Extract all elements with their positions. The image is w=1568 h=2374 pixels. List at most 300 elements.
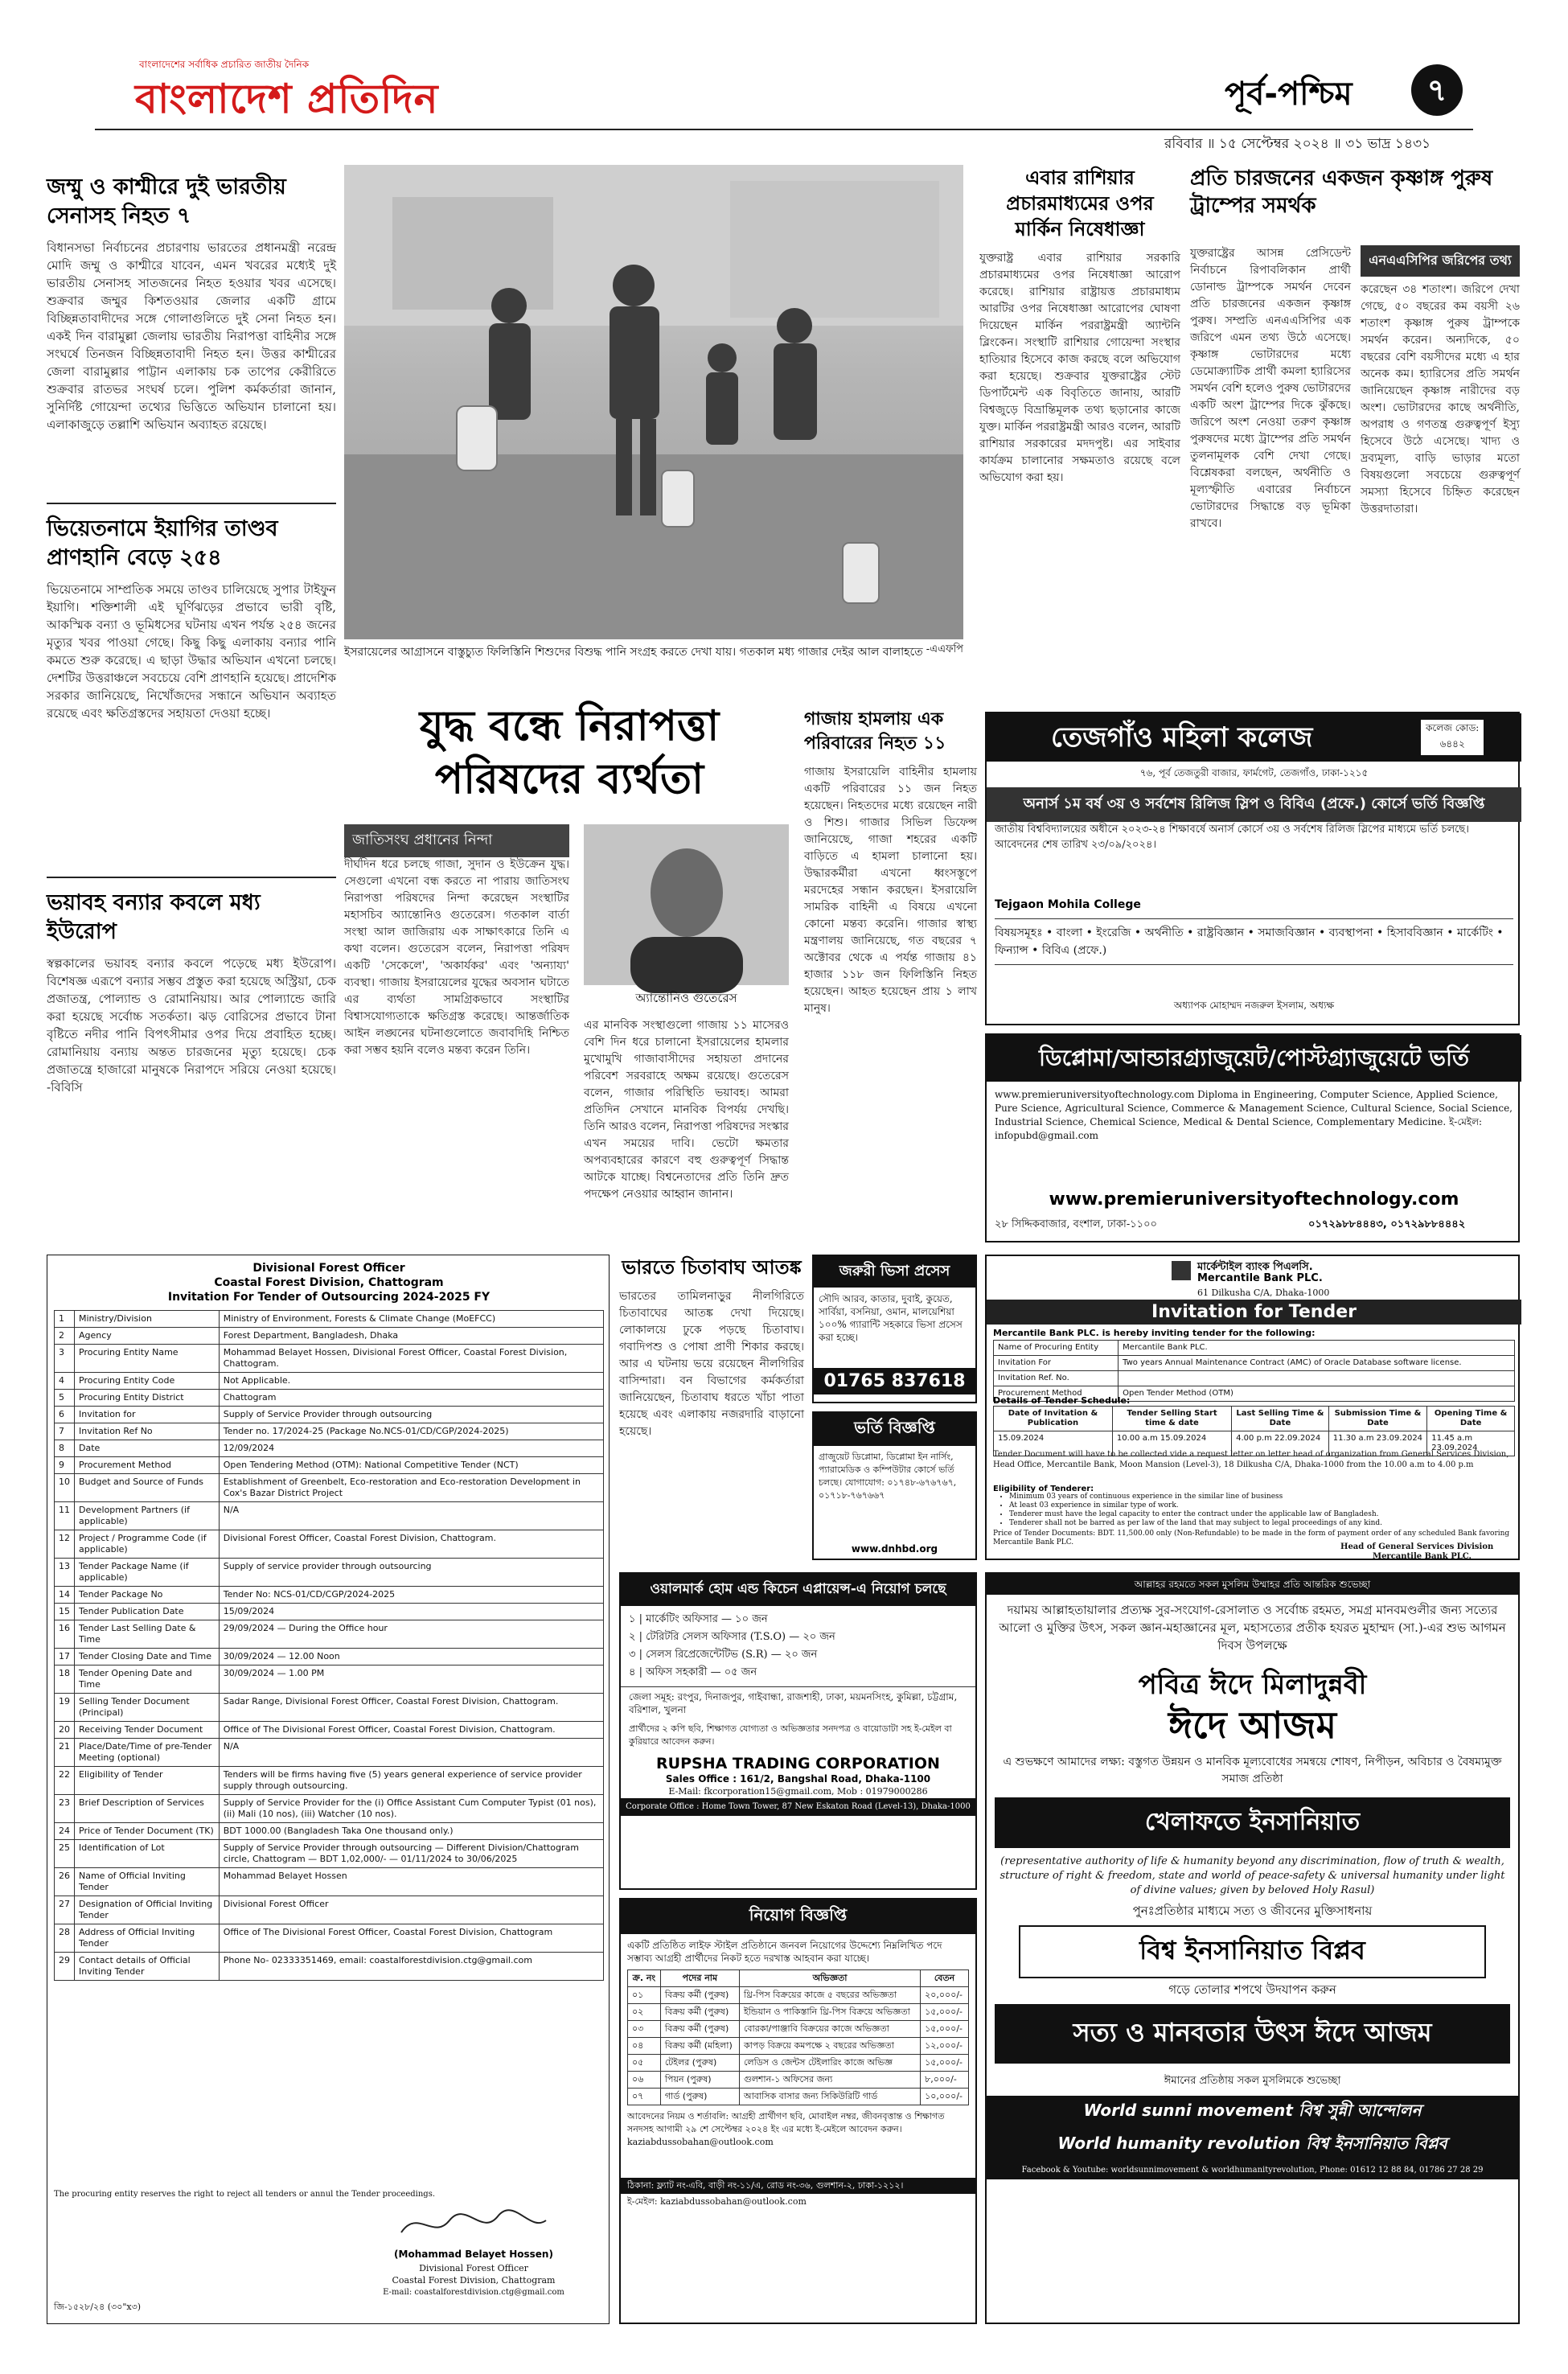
jobs-table — [627, 1969, 969, 2105]
table-cell: থ্রি-পিস বিক্রয়ের কাজে ৫ বছরের অভিজ্ঞতা — [739, 1987, 920, 2004]
table-row — [994, 1371, 1515, 1386]
table-row — [55, 1373, 604, 1390]
ad-address: ঠিকানা: ফ্ল্যাট নং-এবি, বাড়ী নং-১১/এ, রোড নং-৩৬, গুলশান-২, ঢাকা-১২১২। — [621, 2178, 975, 2194]
table-cell: ০৩ — [628, 2021, 661, 2038]
table-row — [55, 1694, 604, 1722]
tender-table-grid — [54, 1310, 604, 1981]
ad-body: www.premieruniversityoftechnology.com Diploma in Engineering, Computer Science, Applied Science, Pure Science, Agricultural Science, Commerce & Management Science, Cultural Science, Social Science, Industrial Science, Chemical Science, Medical & Dental Science, Complementary Medicine. ই-মেইল: infopubd@gmail.com — [995, 1089, 1513, 1141]
table-row — [55, 1530, 604, 1559]
corporate-office: Corporate Office : Home Town Tower, 87 New Eskaton Road (Level-13), Dhaka-1000 — [621, 1798, 975, 1816]
photo-illustration — [344, 165, 963, 639]
eid-world-2: World humanity revolution বিশ্ব ইনসানিয়াত বিপ্লব — [987, 2129, 1518, 2162]
row-number: 16 — [55, 1620, 75, 1649]
row-number: 6 — [55, 1407, 75, 1423]
list-item: ২ | টেরিটরি সেলস অফিসার (T.S.O) — ২০ জন — [629, 1631, 835, 1643]
article-headline: গাজায় হামলায় এক পরিবারের নিহত ১১ — [804, 709, 946, 754]
ad-address: ২৮ সিদ্দিকবাজার, বংশাল, ঢাকা-১১০০ — [995, 1218, 1157, 1230]
table-row — [55, 1311, 604, 1328]
row-label: Invitation Ref. No. — [994, 1371, 1119, 1386]
eid-social: Facebook & Youtube: worldsunnimovement & worldhumanityrevolution, Phone: 01612 12 88 84, 01786 27 28 29 — [987, 2162, 1518, 2179]
ad-website[interactable]: www.premieruniversityoftechnology.com — [1049, 1189, 1459, 1210]
row-value: Supply of Service Provider for the (i) Office Assistant Cum Computer Typist (01 nos), (ii) Mali (10 nos), (iii) Watcher (10 nos). — [219, 1795, 603, 1823]
table-cell: গুলশান-১ অফিসের জন্য — [739, 2072, 920, 2089]
row-value: Divisional Forest Officer — [219, 1896, 603, 1924]
table-cell: 15.09.2024 — [994, 1431, 1113, 1456]
tender-issuer: Divisional Forest Officer — [252, 1262, 405, 1275]
sidebar-box — [1361, 245, 1520, 696]
ad-title: ভর্তি বিজ্ঞপ্তি — [814, 1413, 975, 1446]
row-label: Development Partners (if applicable) — [75, 1502, 220, 1530]
row-number: 12 — [55, 1530, 75, 1559]
column-header: Tender Selling Start time & date — [1112, 1407, 1231, 1431]
ad-zones: জেলা সমূহ: রংপুর, দিনাজপুর, গাইবান্ধা, রাজশাহী, ঢাকা, ময়মনসিংহ, কুমিল্লা, চট্টগ্রাম, বরিশাল, খুলনা — [621, 1686, 975, 1719]
row-label: Agency — [75, 1328, 220, 1345]
table-cell: ইন্ডিয়ান ও পাকিস্তানি থ্রি-পিস বিক্রয়ে অভিজ্ঞতা — [739, 2004, 920, 2021]
table-row — [55, 1328, 604, 1345]
sidebar-title: এনএএসিপির জরিপের তথ্য — [1361, 245, 1520, 277]
schedule-label: Details of Tender Schedule: — [993, 1395, 1131, 1406]
row-value: Divisional Forest Officer, Coastal Forest Division, Chattogram. — [219, 1530, 603, 1559]
ad-tejgaon-college — [985, 712, 1520, 1025]
article-vietnam — [47, 515, 336, 869]
ad-body: জাতীয় বিশ্ববিদ্যালয়ের অধীনে ২০২৩-২৪ শিক্ষাবর্ষে অনার্স কোর্সে ৩য় ও সর্বশেষ রিলিজ স্লিপের মাধ্যমে ভর্তি চলছে। আবেদনের শেষ তারিখ ২৩/০৯/২০২৪। — [995, 824, 1469, 851]
table-row — [55, 1474, 604, 1502]
bank-logo — [1172, 1261, 1191, 1280]
table-row — [55, 1665, 604, 1694]
row-value: Tender No: NCS-01/CD/CGP/2024-2025 — [219, 1587, 603, 1604]
row-number: 26 — [55, 1868, 75, 1896]
list-item: ৩ | সেলস রিপ্রেজেন্টেটিভ (S.R) — ২০ জন — [629, 1649, 818, 1661]
row-value: Two years Annual Maintenance Contract (AMC) of Oracle Database software license. — [1119, 1356, 1515, 1371]
row-number: 8 — [55, 1440, 75, 1457]
row-label: Tender Publication Date — [75, 1604, 220, 1620]
column-header: Opening Time & Date — [1427, 1407, 1515, 1431]
sidebar-body: করেছেন ৩৪ শতাংশ। জরিপে দেখা গেছে, ৫০ বছরের কম বয়সী ২৬ শতাংশ কৃষ্ণাঙ্গ পুরুষ ট্রাম্পকে সমর্থন করেন। অন্যদিকে, ৫০ বছরের বেশি বয়সীদের মধ্যে এ হার অনেক কম। হ্যারিসের প্রতি সমর্থন জানিয়েছেন কৃষ্ণাঙ্গ নারীদের বড় অংশ। ভোটারদের কাছে অর্থনীতি, অপরাধ ও গণতন্ত্র গুরুত্বপূর্ণ ইস্যু হিসেবে উঠে এসেছে। খাদ্য ও দ্রব্যমূল্য, বাড়ি ভাড়ার মতো বিষয়গুলো সবচেয়ে গুরুত্বপূর্ণ সমস্যা হিসেবে চিহ্নিত করেছেন উত্তরদাতারা। — [1361, 283, 1520, 515]
tender-docs: Tender Document will have to be collected vide a request letter on letter head of organization from General Services Division, Head Office, Mercantile Bank, Moon Mansion (Level-3), 18 Dilkusha C/A, Dhaka-1000 from the 10.00 a.m to 4.00 p.m — [993, 1450, 1509, 1469]
tender-title: Invitation for Tender — [987, 1300, 1521, 1325]
ad-subjects: বিষয়সমূহঃ • বাংলা • ইংরেজি • অর্থনীতি • রাষ্ট্রবিজ্ঞান • সমাজবিজ্ঞান • ব্যবস্থাপনা • হিসাববিজ্ঞান • মার্কেটিং • ফিন্যান্স • বিবিএ (প্রফে.) — [995, 918, 1513, 965]
row-value: 30/09/2024 — 12.00 Noon — [219, 1649, 603, 1665]
column-header: বেতন — [921, 1970, 969, 1987]
photo-credit: -এএফপি — [926, 643, 963, 655]
row-value: Supply of Service Provider through outsourcing — [219, 1407, 603, 1423]
eligibility-label: Eligibility of Tenderer: — [993, 1485, 1094, 1493]
row-value: Mercantile Bank PLC. — [1119, 1341, 1515, 1356]
bank-name-en: Mercantile Bank PLC. — [1197, 1272, 1323, 1284]
tender-info-table — [993, 1340, 1515, 1402]
caption-text: ইসরায়েলের আগ্রাসনে বাস্তুচ্যুত ফিলিস্তিনি শিশুদের বিশুদ্ধ পানি সংগ্রহ করতে দেখা যায়। গতকাল মধ্য গাজার দেইর আল বালাহতে — [344, 646, 923, 659]
ad-body: সৌদি আরব, কাতার, দুবাই, কুয়েত, সার্বিয়া, বসনিয়া, ওমান, মালয়েশিয়া ১০০% গ্যারান্টি সহকারে ভিসা প্রসেস করা হচ্ছে। — [819, 1293, 963, 1343]
table-row — [55, 1604, 604, 1620]
article-headline: জম্মু ও কাশ্মীরে দুই ভারতীয় সেনাসহ নিহত ৭ — [47, 175, 286, 228]
row-number: 3 — [55, 1345, 75, 1373]
table-row — [55, 1649, 604, 1665]
bank-name-bn: মার্কেন্টাইল ব্যাংক পিএলসি. — [1197, 1261, 1313, 1273]
company-name: RUPSHA TRADING CORPORATION — [656, 1755, 940, 1772]
table-cell: টেইলর (পুরুষ) — [660, 2055, 739, 2072]
row-label: Ministry/Division — [75, 1311, 220, 1328]
table-row — [628, 2055, 969, 2072]
table-row — [55, 1390, 604, 1407]
eid-khelafat: খেলাফতে ইনসানিয়াত — [995, 1797, 1510, 1848]
row-label: Date — [75, 1440, 220, 1457]
masthead-rule — [95, 129, 1473, 130]
row-label: Tender Opening Date and Time — [75, 1665, 220, 1694]
row-value — [1119, 1371, 1515, 1386]
list-item: • Tenderer shall not be barred as per law of the land that may subject to legal proceedings of any kind. — [1009, 1519, 1508, 1528]
row-value: Tender no. 17/2024-25 (Package No.NCS-01/CD/CGP/2024-2025) — [219, 1423, 603, 1440]
ad-signer: অধ্যাপক মোহাম্মদ নজরুল ইসলাম, অধ্যক্ষ — [1173, 1000, 1335, 1011]
ad-eid-movement — [985, 1572, 1520, 2324]
masthead — [95, 48, 1473, 153]
ad-note: প্রার্থীদের ২ কপি ছবি, শিক্ষাগত যোগ্যতা ও অভিজ্ঞতার সনদপত্র ও বায়োডাটা সহ ই-মেইল বা কুরিয়ারে আবেদন করুন। — [629, 1723, 952, 1747]
main-story — [344, 700, 794, 1247]
row-value: 15/09/2024 — [219, 1604, 603, 1620]
article-cheetah — [619, 1255, 804, 1560]
row-number: 7 — [55, 1423, 75, 1440]
row-number: 2 — [55, 1328, 75, 1345]
table-row — [55, 1722, 604, 1739]
column-header: Date of Invitation & Publication — [994, 1407, 1113, 1431]
tender-intro: Mercantile Bank PLC. is hereby inviting tender for the following: — [993, 1328, 1316, 1338]
row-label: Address of Official Inviting Tender — [75, 1924, 220, 1953]
row-value: Sadar Range, Divisional Forest Officer, Coastal Forest Division, Chattogram. — [219, 1694, 603, 1722]
list-item: ১ | মার্কেটিং অফিসার — ১০ জন — [629, 1613, 768, 1625]
table-cell: 11.45 a.m 23.09.2024 — [1427, 1431, 1515, 1456]
table-cell: ০১ — [628, 1987, 661, 2004]
article-headline: ভিয়েতনামে ইয়াগির তাণ্ডব প্রাণহানি বেড়ে ২৫৪ — [47, 516, 278, 570]
table-cell: ১৫,০০০/- — [921, 2004, 969, 2021]
eligibility-list — [1009, 1493, 1508, 1528]
table-cell: ১৫,০০০/- — [921, 2021, 969, 2038]
ad-phone: ০১৭২৯৮৮৪৪৪৩, ০১৭২৯৮৮৪৪৪২ — [1308, 1218, 1466, 1230]
row-label: Tender Package Name (if applicable) — [75, 1559, 220, 1587]
row-label: Eligibility of Tender — [75, 1767, 220, 1795]
ad-kazi-recruitment — [619, 1898, 977, 2324]
table-cell: ১০,০০০/- — [921, 2089, 969, 2105]
table-cell: ১৫,০০০/- — [921, 2055, 969, 2072]
row-label: Procuring Entity Name — [75, 1345, 220, 1373]
table-cell: কাপড় বিক্রয়ে কমপক্ষে ২ বছরের অভিজ্ঞতা — [739, 2038, 920, 2055]
table-cell: বোরকা/পাঞ্জাবি বিক্রয়ের কাজে অভিজ্ঞতা — [739, 2021, 920, 2038]
article-headline: প্রতি চারজনের একজন কৃষ্ণাঙ্গ পুরুষ ট্রাম্পের সমর্থক — [1190, 166, 1493, 218]
table-row — [55, 1823, 604, 1840]
row-label: Designation of Official Inviting Tender — [75, 1896, 220, 1924]
article-body: ভিয়েতনামে সাম্প্রতিক সময়ে তাণ্ডব চালিয়েছে সুপার টাইফুন ইয়াগি। শক্তিশালী এই ঘূর্ণিঝড়ের প্রভাবে ভারী বৃষ্টি, আকস্মিক বন্যা ও ভূমিধসের ঘটনায় এখন পর্যন্ত ২৫৪ জনের মৃত্যুর খবর পাওয়া গেছে। কিছু কিছু এলাকায় বন্যার পানি কমতে শুরু করেছে। এ ছাড়া উদ্ধার অভিযান এখনো চলছে। দেশটির উত্তরাঞ্চলে সবচেয়ে বেশি প্রাণহানি হয়েছে। প্রাদেশিক সরকার জানিয়েছে, নিখোঁজদের সন্ধানে অভিযান অব্যাহত রয়েছে এবং ক্ষতিগ্রস্তদের সহায়তা দেওয়া হচ্ছে। — [47, 582, 336, 721]
table-row — [55, 1457, 604, 1474]
row-number: 15 — [55, 1604, 75, 1620]
row-label: Tender Closing Date and Time — [75, 1649, 220, 1665]
table-cell: আবাসিক বাসার জন্য সিকিউরিটি গার্ড — [739, 2089, 920, 2105]
row-value: Open Tendering Method (OTM): National Competitive Tender (NCT) — [219, 1457, 603, 1474]
row-label: Invitation Ref No — [75, 1423, 220, 1440]
portrait-photo — [584, 824, 789, 985]
ad-phone: 01765 837618 — [814, 1368, 975, 1394]
table-cell: বিক্রয় কর্মী (পুরুষ) — [660, 1987, 739, 2004]
eid-foot: ঈমানের প্রতিষ্ঠায় সকল মুসলিমকে শুভেচ্ছা — [1164, 2075, 1341, 2087]
row-value: Office of The Divisional Forest Officer, Coastal Forest Division, Chattogram. — [219, 1722, 603, 1739]
row-number: 13 — [55, 1559, 75, 1587]
column-header: ক্র. নং — [628, 1970, 661, 1987]
row-label: Invitation For — [994, 1356, 1119, 1371]
row-number: 1 — [55, 1311, 75, 1328]
article-headline: ভয়াবহ বন্যার কবলে মধ্য ইউরোপ — [47, 890, 261, 944]
role-list — [621, 1606, 975, 1686]
row-value: 30/09/2024 — 1.00 PM — [219, 1665, 603, 1694]
table-row — [628, 2072, 969, 2089]
article-body: গাজায় ইসরায়েলি বাহিনীর হামলায় একটি পরিবারের ১১ জন নিহত হয়েছেন। নিহতদের মধ্যে রয়েছেন নারী ও শিশু। গাজার সিভিল ডিফেন্স জানিয়েছে, গাজা শহরের একটি বাড়িতে এ হামলা চালানো হয়। উদ্ধারকর্মীরা এখনো ধ্বংসস্তূপে মরদেহের সন্ধান করছেন। ইসরায়েলি সামরিক বাহিনী এ বিষয়ে এখনো কোনো মন্তব্য করেনি। গাজার স্বাস্থ্য মন্ত্রণালয় জানিয়েছে, গত বছরের ৭ অক্টোবর থেকে এ পর্যন্ত গাজায় ৪১ হাজার ১১৮ জন ফিলিস্তিনি নিহত হয়েছেন। আহত হয়েছেন প্রায় ১ লাখ মানুষ। — [804, 766, 977, 1015]
row-number: 17 — [55, 1649, 75, 1665]
code-value: ৬৪৪২ — [1439, 738, 1465, 750]
row-label: Procurement Method — [75, 1457, 220, 1474]
row-number: 25 — [55, 1840, 75, 1868]
divider — [47, 503, 336, 504]
row-label: Place/Date/Time of pre-Tender Meeting (optional) — [75, 1739, 220, 1767]
table-cell: ০৭ — [628, 2089, 661, 2105]
row-number: 11 — [55, 1502, 75, 1530]
table-row — [55, 1502, 604, 1530]
eid-movement: বিশ্ব ইনসানিয়াত বিপ্লব — [1019, 1925, 1486, 1978]
main-body-left: দীর্ঘদিন ধরে চলছে গাজা, সুদান ও ইউক্রেন যুদ্ধ। সেগুলো এখনো বন্ধ করতে না পারায় জাতিসংঘ নিরাপত্তা পরিষদের নিন্দা করেছেন সংস্থাটির মহাসচিব অ্যান্তোনিও গুতেরেস। গতকাল বার্তা সংস্থা আল জাজিরায় এক সাক্ষাৎকারে তিনি এ কথা বলেন। গুতেরেস বলেন, নিরাপত্তা পরিষদ একটি 'সেকেলে', 'অকার্যকর' এবং 'অন্যায্য' ব্যবস্থা। গাজায় ইসরায়েলের যুদ্ধের অবসান ঘটাতে এর ব্যর্থতা সামগ্রিকভাবে সংস্থাটির বিশ্বাসযোগ্যতাকে ক্ষতিগ্রস্ত করেছে। আন্তর্জাতিক আইন লঙ্ঘনের ঘটনাগুলোতে জবাবদিহি নিশ্চিত করা সম্ভব হয়নি বলেও মন্তব্য করেন তিনি। — [344, 858, 569, 1057]
table-row — [55, 1795, 604, 1823]
table-cell: ০৪ — [628, 2038, 661, 2055]
article-body: যুক্তরাষ্ট্রের আসন্ন প্রেসিডেন্ট নির্বাচনে রিপাবলিকান প্রার্থী ডোনাল্ড ট্রাম্পকে সমর্থন দেবেন প্রতি চারজনের একজন কৃষ্ণাঙ্গ পুরুষ। সম্প্রতি এনএএসিপির এক জরিপে এমন তথ্য উঠে এসেছে। কৃষ্ণাঙ্গ ভোটারদের মধ্যে ডেমোক্র্যাটিক প্রার্থী কমলা হ্যারিসের সমর্থন বেশি হলেও পুরুষ ভোটারদের একটি অংশ ট্রাম্পের দিকে ঝুঁকছে। জরিপে অংশ নেওয়া তরুণ কৃষ্ণাঙ্গ পুরুষদের মধ্যে ট্রাম্পের প্রতি সমর্থন তুলনামূলক বেশি দেখা গেছে। বিশ্লেষকরা বলছেন, অর্থনীতি ও মূল্যস্ফীতি এবারের নির্বাচনে ভোটারদের সিদ্ধান্তে বড় ভূমিকা রাখবে। — [1190, 247, 1351, 530]
main-headline: যুদ্ধ বন্ধে নিরাপত্তা পরিষদের ব্যর্থতা — [419, 702, 720, 803]
table-row — [55, 1739, 604, 1767]
row-number: 23 — [55, 1795, 75, 1823]
row-value: Ministry of Environment, Forests & Climate Change (MoEFCC) — [219, 1311, 603, 1328]
jobs-table-wrap — [621, 1969, 975, 2105]
article-body: স্বল্পকালের ভয়াবহ বন্যার কবলে পড়েছে মধ্য ইউরোপ। বিশেষজ্ঞ এরূপে বন্যার সম্ভব প্রস্তুত করা হয়েছে অস্ট্রিয়া, চেক প্রজাতন্ত্র, পোল্যান্ড ও রোমানিয়ায়। আর পোল্যান্ডে জারি করা হয়েছে সর্বোচ্চ সতর্কতা। ঝড় বোরিসের প্রভাবে টানা বৃষ্টিতে নদীর পানি বিপৎসীমার ওপর দিয়ে প্রবাহিত হচ্ছে। রোমানিয়ায় বন্যায় অন্তত চারজনের মৃত্যু হয়েছে। চেক প্রজাতন্ত্রে হাজারো মানুষকে নিরাপদে সরিয়ে নেওয়া হয়েছে। -বিবিসি — [47, 956, 336, 1095]
column-header: পদের নাম — [660, 1970, 739, 1987]
ad-rules: আবেদনের নিয়ম ও শর্তাবলি: আগ্রহী প্রার্থীগণ ছবি, মোবাইল নম্বর, জীবনবৃত্তান্ত ও শিক্ষাগত সনদসহ আগামী ২৯ শে সেপ্টেম্বর ২০২৪ ইং এর মধ্যে ই-মেইলে আবেদন করুন। kaziabdussobahan@outlook.com — [627, 2111, 945, 2147]
row-value: Supply of service provider through outsourcing — [219, 1559, 603, 1587]
table-row — [55, 1440, 604, 1457]
row-value: N/A — [219, 1502, 603, 1530]
article-gaza-family — [804, 708, 977, 1247]
eid-mid: এ শুভক্ষণে আমাদের লক্ষ্য: বস্তুগত উন্নয়ন ও মানবিক মূল্যবোধের সমন্বয়ে শোষণ, নিপীড়ন, অবিচার ও বৈষম্যমুক্ত সমাজ প্রতিষ্ঠা — [1003, 1756, 1502, 1785]
row-number: 10 — [55, 1474, 75, 1502]
row-value: Phone No- 02333351469, email: coastalforestdivision.ctg@gmail.com — [219, 1953, 603, 1981]
table-header-row — [628, 1970, 969, 1987]
eid-big-1: পবিত্র ঈদে মিলাদুন্নবী — [1138, 1669, 1367, 1701]
section-name: পূর্ব-পশ্চিম — [1225, 76, 1353, 113]
signer-title: Divisional Forest Officer — [419, 2263, 528, 2273]
table-cell: ৮,০০০/- — [921, 2072, 969, 2089]
row-number: 22 — [55, 1767, 75, 1795]
table-header-row — [994, 1407, 1515, 1431]
table-cell: বিক্রয় কর্মী (পুরুষ) — [660, 2004, 739, 2021]
column-header: Last Selling Time & Date — [1232, 1407, 1329, 1431]
article-russia — [979, 165, 1180, 704]
table-row — [55, 1924, 604, 1953]
row-label: Receiving Tender Document — [75, 1722, 220, 1739]
row-number: 5 — [55, 1390, 75, 1407]
table-cell: বিক্রয় কর্মী (মহিলা) — [660, 2038, 739, 2055]
row-number: 27 — [55, 1896, 75, 1924]
table-cell: 4.00 p.m 22.09.2024 — [1232, 1431, 1329, 1456]
table-row — [55, 1953, 604, 1981]
ad-premier-university — [985, 1033, 1520, 1242]
row-label: Invitation for — [75, 1407, 220, 1423]
company-email: E-Mail: fkcorporation15@gmail.com, Mob : 01979000286 — [668, 1786, 928, 1797]
main-body-right: এর মানবিক সংস্থাগুলো গাজায় ১১ মাসেরও বেশি দিন ধরে চালানো ইসরায়েলের হামলার মুখোমুখি গাজাবাসীদের সহায়তা প্রদানের পরিবেশ সরবরাহে অক্ষম রয়েছে। গুতেরেস বলেন, গাজার পরিস্থিতি ভয়াবহ। আমরা প্রতিদিন সেখানে মানবিক বিপর্যয় দেখছি। তিনি আরও বলেন, নিরাপত্তা পরিষদের সংস্কার এখন সময়ের দাবি। ভেটো ক্ষমতার অপব্যবহারের কারণে বহু গুরুত্বপূর্ণ সিদ্ধান্ত আটকে যাচ্ছে। বিশ্বনেতাদের প্রতি তিনি দ্রুত পদক্ষেপ নেওয়ার আহ্বান জানান। — [584, 1019, 789, 1201]
row-value: N/A — [219, 1739, 603, 1767]
row-value: Establishment of Greenbelt, Eco-restoration and Eco-restoration Development in Cox's Bazar District Project — [219, 1474, 603, 1502]
ad-forest-tender — [47, 1255, 610, 2324]
tender-info-grid — [993, 1340, 1515, 1402]
ad-body: গ্রাজুয়েট ডিপ্লোমা, ডিপ্লোমা ইন নার্সিং, প্যারামেডিক ও কম্পিউটার কোর্সে ভর্তি চলছে। যোগাযোগ: ০১৭৪৮-৬৭৬৭৬৭, ০১৭১৮-৭৬৭৬৬৭ — [819, 1452, 957, 1501]
article-kashmir — [47, 173, 336, 495]
eid-top: আল্লাহর রহমতে সকল মুসলিম উম্মাহর প্রতি আন্তরিক শুভেচ্ছা — [987, 1574, 1518, 1595]
row-value: 12/09/2024 — [219, 1440, 603, 1457]
row-number: 9 — [55, 1457, 75, 1474]
row-label: Price of Tender Document (TK) — [75, 1823, 220, 1840]
list-item: ৪ | অফিস সহকারী — ০৫ জন — [629, 1666, 757, 1678]
signature-scribble — [393, 2204, 554, 2245]
row-label: Procuring Entity Code — [75, 1373, 220, 1390]
table-cell: ০২ — [628, 2004, 661, 2021]
row-value: 29/09/2024 — During the Office hour — [219, 1620, 603, 1649]
photo-caption — [344, 643, 963, 692]
article-body: ভারতের তামিলনাড়ুর নীলগিরিতে চিতাবাঘের আতঙ্ক দেখা দিয়েছে। লোকালয়ে ঢুকে পড়ছে চিতাবাঘ। গবাদিপশু ও পোষা প্রাণী শিকার করছে। আর এ ঘটনায় ভয়ে রয়েছেন নীলগিরির বাসিন্দারা। বন বিভাগের কর্মকর্তারা জানিয়েছেন, চিতাবাঘ ধরতে খাঁচা পাতা হয়েছে এবং এলাকায় নজরদারি বাড়ানো হয়েছে। — [619, 1290, 804, 1438]
table-row — [628, 2021, 969, 2038]
row-value: Mohammad Belayet Hossen, Divisional Forest Officer, Coastal Forest Division, Chattogram. — [219, 1345, 603, 1373]
table-cell: ১২,০০০/- — [921, 2038, 969, 2055]
ad-title: ওয়ালমার্ক হোম এন্ড কিচেন এপ্লায়েন্স-এ নিয়োগ চলছে — [621, 1574, 975, 1606]
row-label: Budget and Source of Funds — [75, 1474, 220, 1502]
ad-code: জি-১৫২৮/২৪ (৩০"x৩) — [54, 2302, 142, 2312]
table-row — [55, 1868, 604, 1896]
table-cell: 11.30 a.m 23.09.2024 — [1328, 1431, 1427, 1456]
eid-big-2: ঈদে আজম — [1168, 1703, 1337, 1747]
table-row — [55, 1407, 604, 1423]
ad-visa — [812, 1255, 977, 1403]
table-row — [55, 1559, 604, 1587]
table-row — [55, 1767, 604, 1795]
article-headline: ভারতে চিতাবাঘ আতঙ্ক — [622, 1256, 802, 1279]
signer-line-1: Head of General Services Division — [1340, 1542, 1494, 1551]
main-kicker: জাতিসংঘ প্রধানের নিন্দা — [344, 824, 569, 857]
column-header: Submission Time & Date — [1328, 1407, 1427, 1431]
article-headline: এবার রাশিয়ার প্রচারমাধ্যমের ওপর মার্কিন নিষেধাজ্ঞা — [1006, 166, 1154, 240]
row-label: Procuring Entity District — [75, 1390, 220, 1407]
list-item: • Minimum 03 years of continuous experience in the similar line of business — [1009, 1493, 1508, 1501]
ad-web: Tejgaon Mohila College — [995, 898, 1141, 911]
table-row — [55, 1423, 604, 1440]
row-number: 14 — [55, 1587, 75, 1604]
ad-mercantile-tender — [985, 1255, 1520, 1560]
article-body: বিধানসভা নির্বাচনের প্রচারণায় ভারতের প্রধানমন্ত্রী নরেন্দ্র মোদি জম্মু ও কাশ্মীরে যাবেন, এমন খবরের মধ্যেই দুই ভারতীয় সেনাসহ সাতজনের নিহত হওয়ার খবর এসেছে। শুক্রবার জম্মুর কিশতওয়ার জেলার একটি গ্রামে বিচ্ছিন্নতাবাদীদের সঙ্গে গোলাগুলিতে দুই সেনা নিহত হন। একই দিন বারামুল্লা জেলায় ভারতীয় নিরাপত্তা বাহিনীর সঙ্গে সংঘর্ষে তিনজন বিচ্ছিন্নতাবাদী নিহত হন। উত্তর কাশ্মীরের জেলা বারামুল্লার পাট্টান এলাকায় চক তাপের কেরীরিতে শুক্রবার রাতভর সংঘর্ষ চলে। পুলিশ কর্মকর্তারা জানান, সুনির্দিষ্ট গোয়েন্দা তথ্যের ভিত্তিতে অভিযান চালানো হয়। এলাকাজুড়ে তল্লাশি অভিযান অব্যাহত রয়েছে। — [47, 240, 336, 432]
row-label: Project / Programme Code (if applicable) — [75, 1530, 220, 1559]
table-cell: ২০,০০০/- — [921, 1987, 969, 2004]
sales-office: Sales Office : 161/2, Bangshal Road, Dhaka-1100 — [665, 1773, 931, 1785]
row-number: 29 — [55, 1953, 75, 1981]
row-value: Forest Department, Bangladesh, Dhaka — [219, 1328, 603, 1345]
divider — [47, 877, 336, 878]
signer-email: E-mail: coastalforestdivision.ctg@gmail.com — [383, 2288, 564, 2297]
table-cell: লেডিস ও জেন্টস টেইলারিং কাজে অভিজ্ঞ — [739, 2055, 920, 2072]
table-row — [55, 1896, 604, 1924]
row-number: 18 — [55, 1665, 75, 1694]
table-row — [55, 1840, 604, 1868]
ad-admission — [812, 1411, 977, 1560]
table-row — [994, 1341, 1515, 1356]
ad-title: তেজগাঁও মহিলা কলেজ — [987, 713, 1521, 762]
list-item: • Tenderer must have the legal capacity to enter the contract under the applicable law of Bangladesh. — [1009, 1510, 1508, 1519]
table-row — [628, 2038, 969, 2055]
table-row — [994, 1356, 1515, 1371]
row-label: Procurement Method — [994, 1386, 1119, 1402]
row-value: BDT 1000.00 (Bangladesh Taka One thousand only.) — [219, 1823, 603, 1840]
eid-slogan: পুনঃপ্রতিষ্ঠার মাধ্যমে সত্য ও জীবনের মুক্তিসাধনায় — [1132, 1904, 1373, 1918]
row-number: 19 — [55, 1694, 75, 1722]
row-label: Contact details of Official Inviting Tender — [75, 1953, 220, 1981]
table-row — [628, 2004, 969, 2021]
article-trump — [1190, 165, 1520, 704]
ad-title: ডিপ্লোমা/আন্ডারগ্র্যাজুয়েট/পোস্টগ্র্যাজুয়েটে ভর্তি — [987, 1035, 1521, 1082]
table-row — [55, 1587, 604, 1604]
article-body: যুক্তরাষ্ট্র এবার রাশিয়ার সরকারি প্রচারমাধ্যমের ওপর নিষেধাজ্ঞা আরোপ করেছে। রাশিয়ার রাষ্ট্রায়ত্ত প্রচারমাধ্যম আরটির ওপর নিষেধাজ্ঞা আরোপের ঘোষণা দিয়েছেন মার্কিন পররাষ্ট্রমন্ত্রী অ্যান্টনি ব্লিংকেন। সংস্থাটি রাশিয়ার গোয়েন্দা সংস্থার হাতিয়ার হিসেবে কাজ করছে বলে অভিযোগ করা হয়েছে। শুক্রবার যুক্তরাষ্ট্রের স্টেট ডিপার্টমেন্ট এক বিবৃতিতে জানায়, আরটি বিশ্বজুড়ে বিভ্রান্তিমূলক তথ্য ছড়ানোর কাজে যুক্ত। মার্কিন পররাষ্ট্রমন্ত্রী আরও বলেন, আরটি রাশিয়ার সরকারের মদদপুষ্ট। এর সাইবার কার্যক্রম চালানোর সক্ষমতাও রয়েছে বলে অভিযোগ করা হয়। — [979, 252, 1180, 484]
ad-title: জরুরী ভিসা প্রসেস — [814, 1256, 975, 1288]
row-label: Tender Package No — [75, 1587, 220, 1604]
table-cell: 10.00 a.m 15.09.2024 — [1112, 1431, 1231, 1456]
row-number: 28 — [55, 1924, 75, 1953]
table-cell: ০৫ — [628, 2055, 661, 2072]
row-value: Not Applicable. — [219, 1373, 603, 1390]
ad-intro: একটি প্রতিষ্ঠিত লাইফ স্টাইল প্রতিষ্ঠানে জনবল নিয়োগের উদ্দেশ্যে নিম্নলিখিত পদে সম্ভাব্য আগ্রহী প্রার্থীদের নিকট হতে দরখাস্ত আহবান করা যাচ্ছে। — [627, 1940, 942, 1964]
signer-name: (Mohammad Belayet Hossen) — [394, 2249, 553, 2260]
row-number: 4 — [55, 1373, 75, 1390]
eid-intro: দয়াময় আল্লাহতায়ালার প্রত্যক্ষ সুর-সংযোগ-রেসালাত ও সর্বোচ্চ রহমত, সমগ্র মানবমণ্ডলীর জন্য সত্যের আলো ও মুক্তির উৎস, সকল জ্ঞান-মহাজ্ঞানের মূল, মহাসত্যের প্রতীক হযরত মুহাম্মদ (সা.)-এর শুভ আগমন দিবস উপলক্ষে — [999, 1603, 1506, 1653]
row-number: 21 — [55, 1739, 75, 1767]
code-label: কলেজ কোড: — [1426, 722, 1480, 733]
table-cell: ০৬ — [628, 2072, 661, 2089]
row-value: Office of The Divisional Forest Officer, Coastal Forest Division, Chattogram — [219, 1924, 603, 1953]
table-row — [628, 1987, 969, 2004]
signer-office: Coastal Forest Division, Chattogram — [392, 2275, 556, 2286]
eid-movement-sub: গড়ে তোলার শপথে উদযাপন করুন — [1168, 1982, 1336, 1997]
row-value: Supply of Service Provider through outsourcing — Different Division/Chattogram circle, Chattogram — BDT 1,02,000/- — 01/11/2024 to 30/06/2025 — [219, 1840, 603, 1868]
ad-walmark-recruitment — [619, 1572, 977, 1890]
row-label: Name of Procuring Entity — [994, 1341, 1119, 1356]
table-cell: পিয়ন (পুরুষ) — [660, 2072, 739, 2089]
eid-khelafat-en: (representative authority of life & humanity beyond any discrimination, flow of truth & wealth, structure of right & freedom, state and world of peace-safety & universal humanity under light of divine values; given by beloved Holy Rasul) — [999, 1855, 1505, 1896]
row-value: Chattogram — [219, 1390, 603, 1407]
portrait-illustration — [584, 824, 789, 985]
row-number: 24 — [55, 1823, 75, 1840]
ad-web[interactable]: www.dnhbd.org — [851, 1543, 938, 1555]
college-code-box — [1421, 720, 1484, 755]
column-header: অভিজ্ঞতা — [739, 1970, 920, 1987]
ad-email[interactable]: ই-মেইল: kaziabdussobahan@outlook.com — [627, 2196, 807, 2207]
signature — [393, 2204, 554, 2245]
ad-title: নিয়োগ বিজ্ঞপ্তি — [621, 1900, 975, 1934]
table-row — [55, 1620, 604, 1649]
row-label: Identification of Lot — [75, 1840, 220, 1868]
row-value: Mohammad Belayet Hossen — [219, 1868, 603, 1896]
tender-price: Price of Tender Documents: BDT. 11,500.00 only (Non-Refundable) to be made in the form of payment order of any scheduled Bank favoring Mercantile Bank PLC. — [993, 1530, 1510, 1546]
ad-banner: অনার্স ১ম বর্ষ ৩য় ও সর্বশেষ রিলিজ স্লিপ ও বিবিএ (প্রফে.) কোর্সে ভর্তি বিজ্ঞপ্তি — [987, 787, 1521, 822]
row-label: Brief Description of Services — [75, 1795, 220, 1823]
eid-world-1: World sunni movement বিশ্ব সুন্নী আন্দোলন — [987, 2096, 1518, 2129]
table-row — [628, 2089, 969, 2105]
tender-footnote: The procuring entity reserves the right to reject all tenders or annul the Tender proceedings. — [54, 2190, 436, 2199]
tender-table — [54, 1310, 604, 1981]
row-label: Selling Tender Document (Principal) — [75, 1694, 220, 1722]
list-item: • At least 03 experience in similar type of work. — [1009, 1501, 1508, 1510]
masthead-tagline: বাংলাদেশের সর্বাধিক প্রচারিত জাতীয় দৈনিক — [139, 59, 310, 70]
